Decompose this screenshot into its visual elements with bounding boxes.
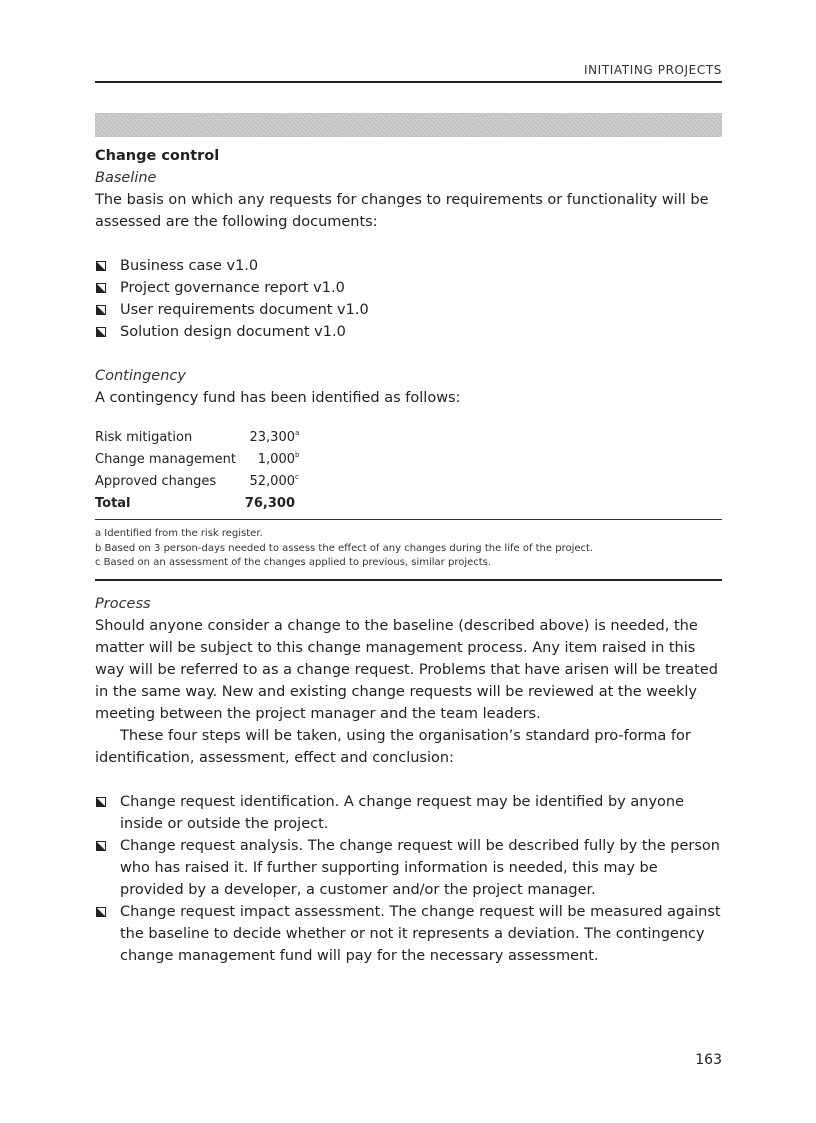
baseline-subheading: Baseline xyxy=(95,170,157,186)
section-title: Change control xyxy=(95,148,220,164)
footnote-a: a Identified from the risk register. xyxy=(95,528,263,539)
bullet-icon xyxy=(96,261,106,271)
list-item: Change request impact assessment. The change request will be measured against the baseline to decide whether or not it represents a deviation. The contingency change management fund will pay for the necessary assessment. xyxy=(95,901,722,967)
row-amount: 52,000 xyxy=(249,473,295,489)
page-number: 163 xyxy=(695,1052,722,1068)
bullet-icon xyxy=(96,907,106,917)
table-row xyxy=(95,448,301,470)
footnote-marker: a xyxy=(295,429,300,438)
footnote-rule xyxy=(95,579,722,581)
list-item: User requirements document v1.0 xyxy=(95,299,722,321)
process-paragraph-1: Should anyone consider a change to the baseline (described above) is needed, the matter will be subject to this change management process. Any item raised in this way will be referred to as a change request. Problems that have arisen will be treated in the same way. New and existing change requests will be reviewed at the weekly meeting between the project manager and the team leaders. xyxy=(95,617,718,722)
table-rule xyxy=(95,519,722,520)
footnote-marker: c xyxy=(295,473,299,482)
footnote-marker: b xyxy=(295,451,300,460)
contingency-intro: A contingency fund has been identified as follows: xyxy=(95,390,461,406)
shaded-band xyxy=(95,113,722,137)
total-row xyxy=(95,492,301,514)
process-step-list xyxy=(95,791,722,967)
list-item: Project governance report v1.0 xyxy=(95,277,722,299)
running-head: INITIATING PROJECTS xyxy=(583,63,722,77)
row-label: Change management xyxy=(95,451,236,467)
table-row xyxy=(95,470,301,492)
bullet-icon xyxy=(96,283,106,293)
total-label: Total xyxy=(95,495,131,511)
contingency-subheading: Contingency xyxy=(95,368,186,384)
list-item: Solution design document v1.0 xyxy=(95,321,722,343)
row-amount: 23,300 xyxy=(249,429,295,445)
bullet-icon xyxy=(96,797,106,807)
baseline-document-list xyxy=(95,255,722,343)
process-paragraph-2: These four steps will be taken, using the organisation’s standard pro-forma for identification, assessment, effect and conclusion: xyxy=(95,727,691,766)
row-label: Approved changes xyxy=(95,473,217,489)
list-item: Change request analysis. The change request will be described fully by the person who has raised it. If further supporting information is needed, this may be provided by a developer, a customer and/or the project manager. xyxy=(95,835,722,901)
bullet-icon xyxy=(96,841,106,851)
total-amount: 76,300 xyxy=(244,495,295,511)
table-row xyxy=(95,426,301,448)
row-label: Risk mitigation xyxy=(95,429,193,445)
process-subheading: Process xyxy=(95,595,151,612)
bullet-icon xyxy=(96,327,106,337)
baseline-intro: The basis on which any requests for changes to requirements or functionality will be assessed are the following documents: xyxy=(95,192,709,230)
list-item: Change request identification. A change request may be identified by anyone inside or outside the project. xyxy=(95,791,722,835)
footnote-b: b Based on 3 person-days needed to assess the effect of any changes during the life of the project. xyxy=(95,542,594,554)
header-rule xyxy=(95,81,722,83)
bullet-icon xyxy=(96,305,106,315)
footnotes xyxy=(95,527,722,571)
contingency-table xyxy=(95,426,301,514)
main-content xyxy=(95,145,722,967)
footnote-c: c Based on an assessment of the changes applied to previous, similar projects. xyxy=(95,557,492,568)
list-item: Business case v1.0 xyxy=(95,255,722,277)
row-amount: 1,000 xyxy=(257,451,295,467)
